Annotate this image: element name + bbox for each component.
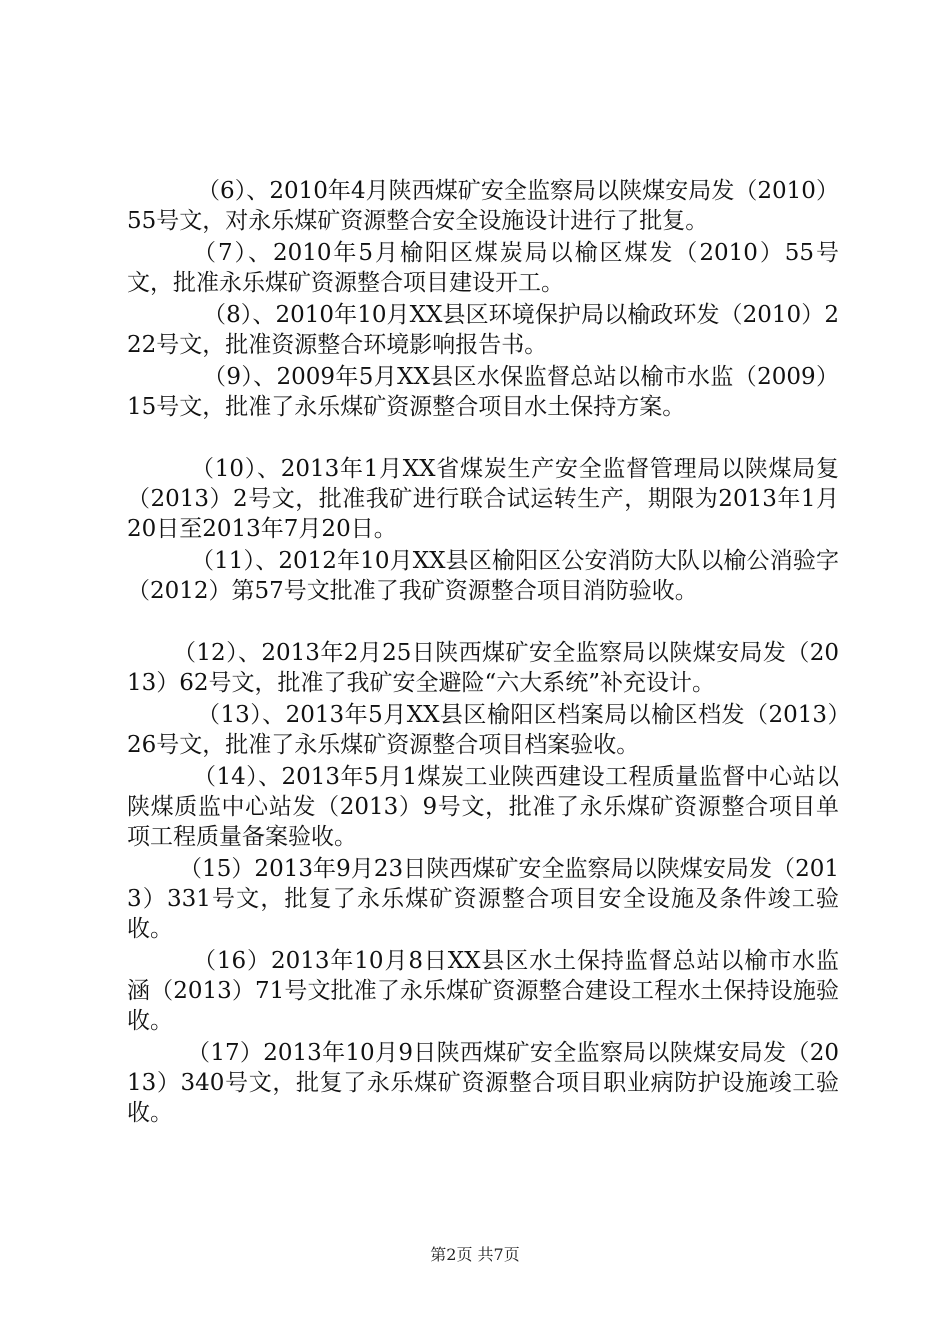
- paragraph-11: （11）、2012年10月XX县区榆阳区公安消防大队以榆公消验字（2012）第57号文批准了我矿资源整合项目消防验收。: [127, 548, 839, 604]
- paragraph-7: （7）、2010年5月榆阳区煤炭局以榆区煤发（2010）55号文，批准永乐煤矿资源整合项目建设开工。: [127, 240, 839, 296]
- paragraph-15: （15）2013年9月23日陕西煤矿安全监察局以陕煤安局发（2013）331号文，批复了永乐煤矿资源整合项目安全设施及条件竣工验收。: [127, 856, 839, 942]
- paragraph-8: （8）、2010年10月XX县区环境保护局以榆政环发（2010）222号文，批准资源整合环境影响报告书。: [127, 302, 839, 358]
- paragraph-12: （12）、2013年2月25日陕西煤矿安全监察局以陕煤安局发（2013）62号文，批准了我矿安全避险“六大系统”补充设计。: [127, 640, 839, 696]
- paragraph-10: （10）、2013年1月XX省煤炭生产安全监督管理局以陕煤局复（2013）2号文，批准我矿进行联合试运转生产，期限为2013年1月20日至2013年7月20日。: [127, 456, 839, 542]
- paragraph-13: （13）、2013年5月XX县区榆阳区档案局以榆区档发（2013）26号文，批准了永乐煤矿资源整合项目档案验收。: [127, 702, 839, 758]
- paragraph-9: （9）、2009年5月XX县区水保监督总站以榆市水监（2009）15号文，批准了永乐煤矿资源整合项目水土保持方案。: [127, 364, 839, 420]
- paragraph-14: （14）、2013年5月1煤炭工业陕西建设工程质量监督中心站以陕煤质监中心站发（2013）9号文，批准了永乐煤矿资源整合项目单项工程质量备案验收。: [127, 764, 839, 850]
- paragraph-16: （16）2013年10月8日XX县区水土保持监督总站以榆市水监涵（2013）71号文批准了永乐煤矿资源整合建设工程水土保持设施验收。: [127, 948, 839, 1034]
- page-number-footer: 第2页 共7页: [430, 1245, 520, 1264]
- document-body: [127, 176, 839, 1128]
- paragraph-6: （6）、2010年4月陕西煤矿安全监察局以陕煤安局发（2010）55号文，对永乐煤矿资源整合安全设施设计进行了批复。: [127, 178, 839, 234]
- paragraph-17: （17）2013年10月9日陕西煤矿安全监察局以陕煤安局发（2013）340号文，批复了永乐煤矿资源整合项目职业病防护设施竣工验收。: [127, 1040, 839, 1126]
